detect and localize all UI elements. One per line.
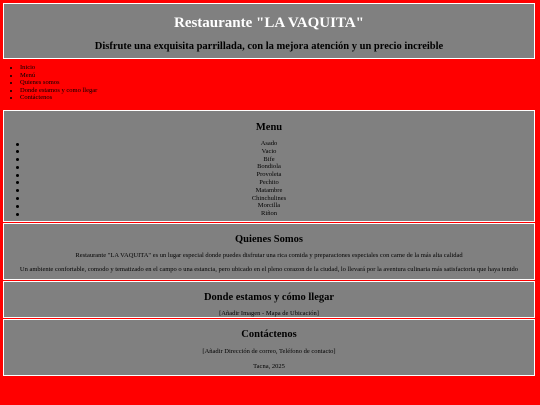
nav-item-inicio xyxy=(20,64,540,72)
menu-item: Asado xyxy=(4,140,534,148)
nav-item-quienes-somos xyxy=(20,79,540,87)
menu-item: Matambre xyxy=(4,187,534,195)
about-paragraph: Restaurante "LA VAQUITA" es un lugar especial donde puedes disfrutar una rica comida y preparaciones especiales con carne de la más alta calidad xyxy=(75,252,463,259)
nav-link-inicio[interactable]: Inicio xyxy=(20,64,36,71)
main-nav xyxy=(0,64,540,104)
menu-item: Riñon xyxy=(4,210,534,218)
site-title: Restaurante "LA VAQUITA" xyxy=(173,15,364,31)
menu-item: Provoleta xyxy=(4,171,534,179)
menu-list xyxy=(4,140,534,218)
nav-item-contactenos xyxy=(20,94,540,102)
site-subtitle: Disfrute una exquisita parrillada, con la mejora atención y un precio increible xyxy=(94,41,444,52)
menu-item: Morcilla xyxy=(4,202,534,210)
contact-section xyxy=(3,319,535,376)
location-section xyxy=(3,281,535,318)
location-title: Donde estamos y cómo llegar xyxy=(203,292,335,303)
site-header xyxy=(3,3,535,59)
nav-link-quienes-somos[interactable]: Quienes somos xyxy=(20,79,60,86)
about-paragraph: Un ambiente confortable, comodo y tematizado en el campo o una estancia, pero ubicado en el pleno corazon de la ciudad, lo llevará por la aventura culinaria más satisfactoria que haya tenido xyxy=(19,266,519,273)
menu-section xyxy=(3,110,535,222)
nav-list xyxy=(0,64,540,102)
menu-item: Pechito xyxy=(4,179,534,187)
nav-item-donde-estamos xyxy=(20,87,540,95)
menu-title: Menu xyxy=(255,122,283,133)
nav-link-menu[interactable]: Menú xyxy=(20,71,36,79)
nav-link-contactenos[interactable]: Contáctenos xyxy=(20,94,53,101)
nav-item-menu xyxy=(20,72,540,80)
menu-item: Vacio xyxy=(4,148,534,156)
nav-link-donde-estamos[interactable]: Donde estamos y como llegar xyxy=(20,86,98,94)
menu-item: Bondiola xyxy=(4,163,534,171)
contact-placeholder: [Añadir Dirección de correo, Teléfono de contacto] xyxy=(202,348,336,355)
location-map-placeholder: [Añadir Imagen - Mapa de Ubicación] xyxy=(219,310,319,317)
about-title: Quienes Somos xyxy=(235,234,303,245)
footer-text: Tacna, 2025 xyxy=(253,363,285,370)
menu-item: Bife xyxy=(4,156,534,164)
menu-item: Chinchulines xyxy=(4,195,534,203)
contact-title: Contáctenos xyxy=(241,329,297,340)
about-section xyxy=(3,223,535,280)
